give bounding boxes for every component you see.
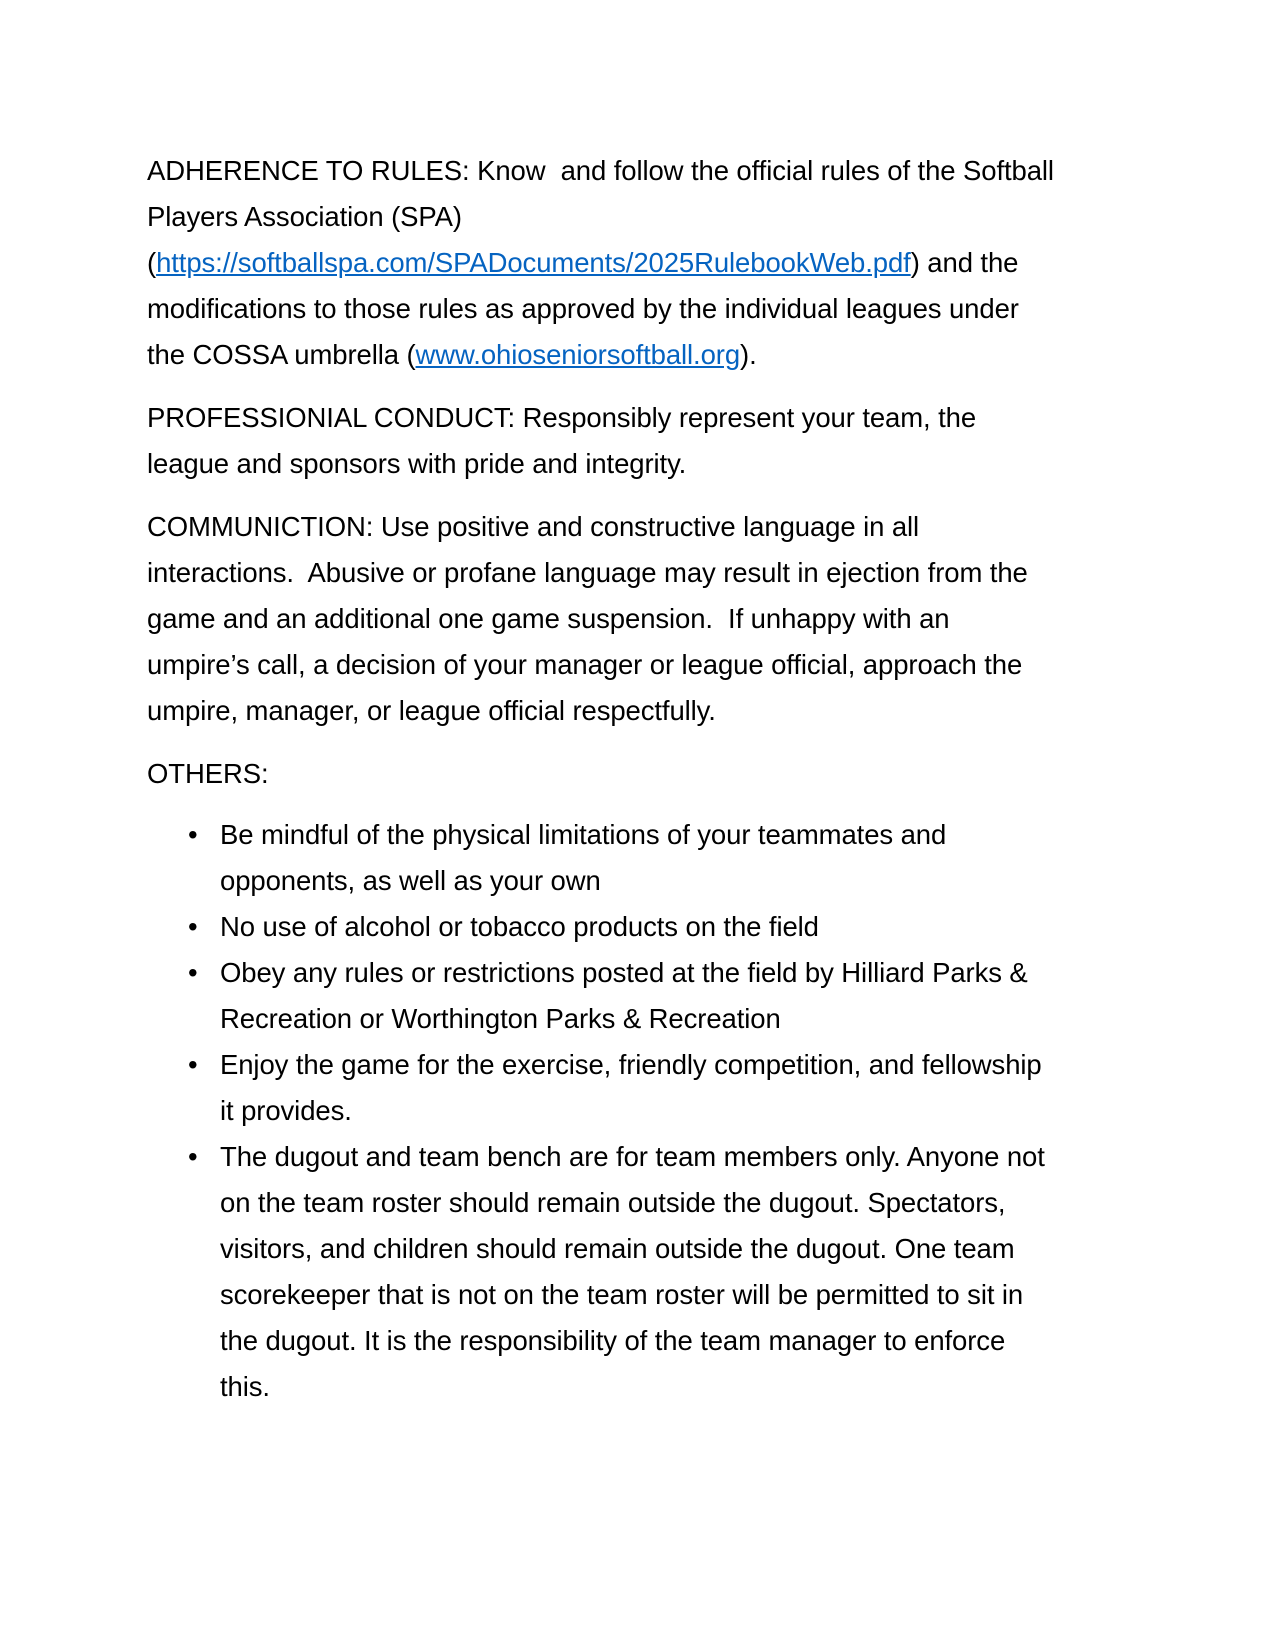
list-item (147, 1042, 1057, 1134)
list-item (147, 950, 1057, 1042)
document-body (147, 148, 1062, 1410)
list-item-text: The dugout and team bench are for team members only. Anyone not on the team roster should remain outside the dugout. Spectators, visitors, and children should remain outside the dugout. One team scorekeeper that is not on the team roster will be permitted to sit in the dugout. It is the responsibility of the team manager to enforce this. (220, 1141, 1045, 1402)
link-cossa-website[interactable]: www.ohioseniorsoftball.org (415, 339, 741, 370)
list-item-text: Obey any rules or restrictions posted at the field by Hilliard Parks & Recreation or Worthington Parks & Recreation (220, 957, 1028, 1034)
list-item-text: No use of alcohol or tobacco products on the field (220, 911, 819, 942)
list-item (147, 904, 1057, 950)
adherence-middle-text: ) and the modifications to those rules as approved by the individual leagues under the COSSA umbrella ( (147, 247, 1027, 370)
adherence-lead-text: ADHERENCE TO RULES: Know and follow the official rules of the Softball Players Association (SPA) ( (147, 155, 1062, 278)
link-spa-rulebook[interactable]: https://softballspa.com/SPADocuments/2025RulebookWeb.pdf (156, 247, 911, 278)
bullet-icon: • (188, 819, 198, 850)
list-item (147, 1134, 1057, 1410)
paragraph-communication: COMMUNICTION: Use positive and constructive language in all interactions. Abusive or profane language may result in ejection from the game and an additional one game suspension. If unhappy with an umpire’s call, a decision of your manager or league official, approach the umpire, manager, or league official respectfully. (147, 511, 1036, 726)
bullet-icon: • (188, 957, 198, 988)
others-bullet-list (147, 812, 1057, 1410)
list-item-text: Be mindful of the physical limitations of your teammates and opponents, as well as your own (220, 819, 947, 896)
paragraph-professional-conduct: PROFESSIONIAL CONDUCT: Responsibly represent your team, the league and sponsors with pride and integrity. (147, 402, 984, 479)
adherence-tail-text: ). (740, 339, 757, 370)
list-item (147, 812, 1057, 904)
bullet-icon: • (188, 1141, 198, 1172)
paragraph-adherence-to-rules (147, 148, 1062, 378)
bullet-icon: • (188, 911, 198, 942)
others-heading: OTHERS: (147, 758, 269, 789)
bullet-icon: • (188, 1049, 198, 1080)
list-item-text: Enjoy the game for the exercise, friendly competition, and fellowship it provides. (220, 1049, 1042, 1126)
